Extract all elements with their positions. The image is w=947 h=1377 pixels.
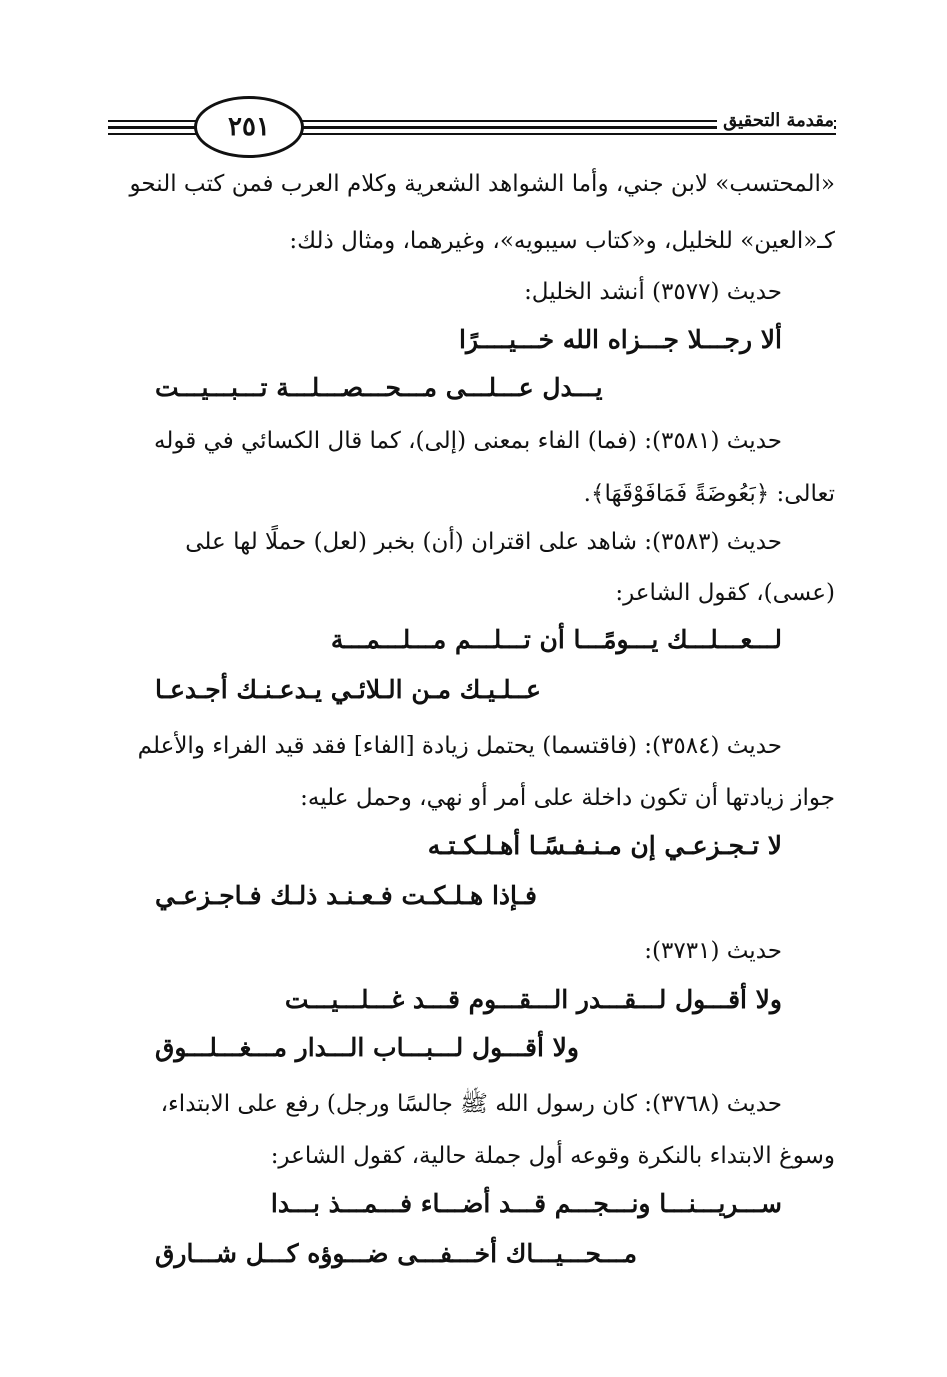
verse-line: مـــحـــيـــاك أخـــفـــى ضـــوؤه كـــل شـــارق <box>155 1239 637 1268</box>
text-line: «المحتسب» لابن جني، وأما الشواهد الشعرية وكلام العرب فمن كتب النحو <box>129 171 835 197</box>
verse-line: ألا رجـــلا جـــزاه الله خـــيــــرًا <box>459 325 782 354</box>
running-title: مقدمة التحقيق <box>717 110 834 131</box>
text-line: حديث (٣٥٨٤): (فاقتسما) يحتمل زيادة [الفاء] فقد قيد الفراء والأعلم <box>137 733 782 759</box>
text-line: تعالى: ﴿بَعُوضَةً فَمَافَوْقَهَا﴾. <box>583 481 835 507</box>
text-line: حديث (٣٧٣١): <box>644 938 782 964</box>
verse-line: لـــعـــلـــك يـــومًـــا أن تـــلـــم مـــلـــمـــة <box>330 625 782 654</box>
text-line: حديث (٣٧٦٨): كان رسول الله ﷺ جالسًا ورجل) رفع على الابتداء، <box>160 1091 782 1117</box>
page-header <box>108 92 836 158</box>
text-line: حديث (٣٥٧٧) أنشد الخليل: <box>524 279 782 305</box>
verse-line: ولا أقـــول لـــقـــدر الـــقـــوم قـــد غـــلـــيـــت <box>284 985 782 1014</box>
text-line: (عسى)، كقول الشاعر: <box>615 580 835 606</box>
text-line: وسوغ الابتداء بالنكرة وقوعه أول جملة حالية، كقول الشاعر: <box>270 1143 835 1169</box>
verse-line: ســـريـــنـــا ونـــجـــم قـــد أضـــاء فـــمـــذ بـــدا <box>270 1189 782 1218</box>
text-line: حديث (٣٥٨٣): شاهد على اقتران (أن) بخبر (لعل) حملًا لها على <box>185 529 782 555</box>
text-line: حديث (٣٥٨١): (فما) الفاء بمعنى (إلى)، كما قال الكسائي في قوله <box>154 428 782 454</box>
verse-line: عــلـيـك مـن الـلائـي يـدعـنـك أجـدعـا <box>155 675 541 704</box>
text-line: كـ«العين» للخليل، و«كتاب سيبويه»، وغيرهما، ومثال ذلك: <box>289 228 835 254</box>
verse-line: فـإذا هـلـكـت فـعـنـد ذلـك فـاجـزعـي <box>155 881 537 910</box>
verse-line: ولا أقـــول لـــبـــاب الـــدار مـــغـــلـــوق <box>155 1033 579 1062</box>
verse-line: لا تـجـزعـي إن مـنـفـسًـا أهـلـكـتـه <box>427 831 782 860</box>
page-number: ٢٥١ <box>194 96 304 158</box>
text-line: جواز زيادتها أن تكون داخلة على أمر أو نهي، وحمل عليه: <box>300 785 835 811</box>
verse-line: يـــدل عـــلـــى مـــحـــصـــلـــة تـــبـــيـــت <box>155 373 603 402</box>
